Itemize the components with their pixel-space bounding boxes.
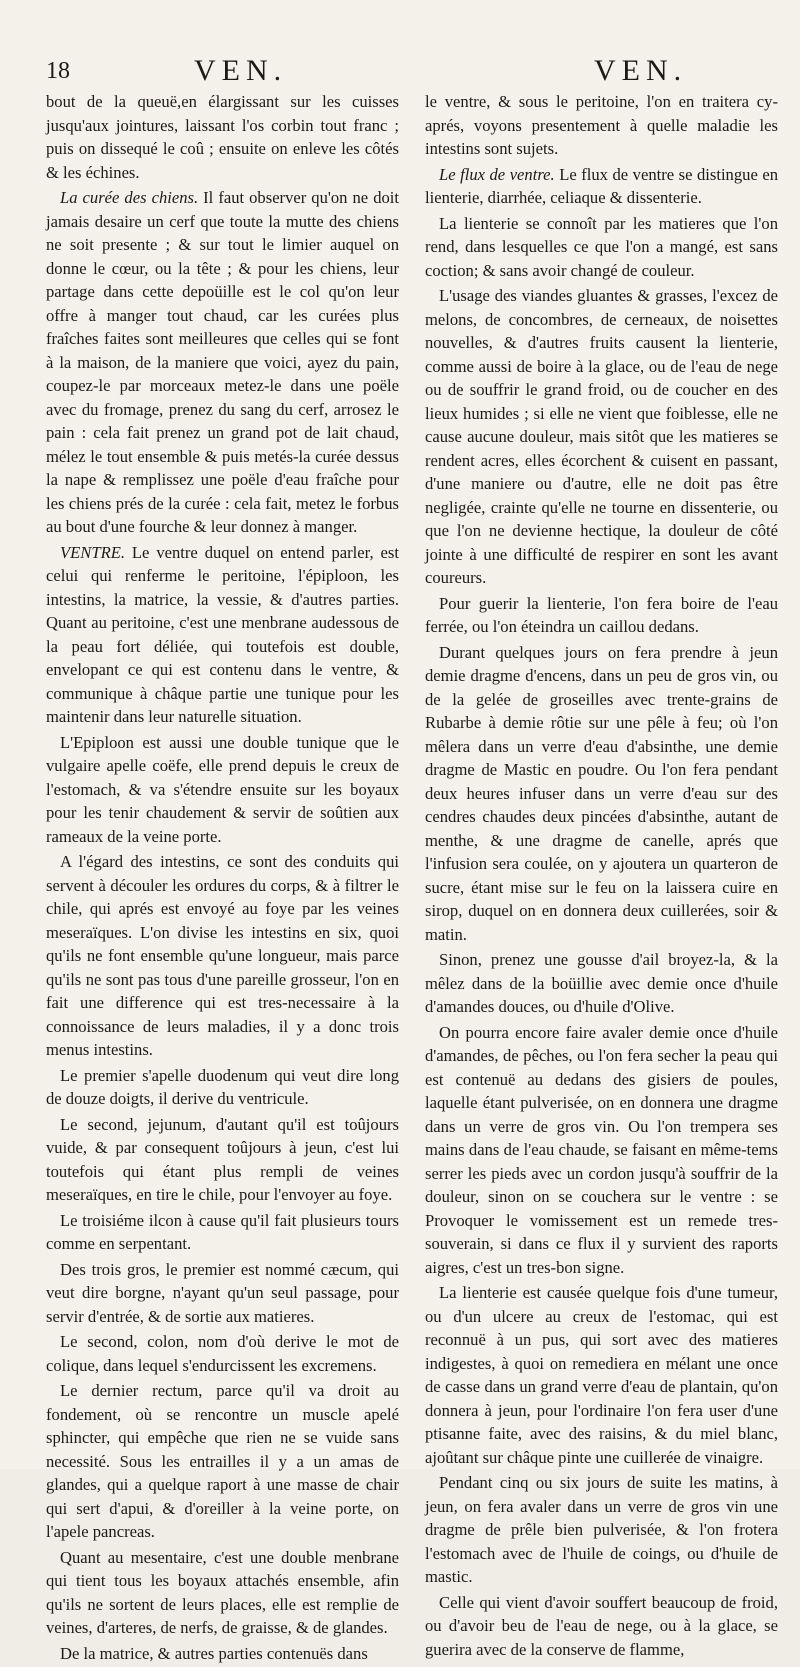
paragraph xyxy=(425,163,778,210)
paragraph-text: Le flux de ventre se distingue en lienterie, diarrhée, celiaque & dissenterie. xyxy=(425,164,778,207)
paragraph-text: La lienterie se connoît par les matieres que l'on rend, dans lesquelles ce que l'on a mangé, est sans coction; & sans avoir changé de couleur. xyxy=(425,213,778,280)
paragraph xyxy=(425,1591,778,1662)
paragraph xyxy=(425,641,778,947)
paragraph-text: bout de la queuë,en élargissant sur les cuisses jusqu'aux jointures, laissant l'os corbin tout franc ; puis on dissequé le coû ; ensuite on enleve les côtés & les échines. xyxy=(46,92,399,182)
paragraph-text: Sinon, prenez une gousse d'ail broyez-la, & la mêlez dans de la boüillie avec demie once d'huile d'amandes douces, ou d'huile d'Olive. xyxy=(425,950,778,1016)
page-header xyxy=(46,54,772,94)
left-column xyxy=(46,90,399,1667)
paragraph-text: Le troisiéme ilcon à cause qu'il fait plusieurs tours comme en serpentant. xyxy=(46,1210,399,1253)
running-head-right: VEN. xyxy=(594,54,688,87)
paragraph-text: Durant quelques jours on fera prendre à jeun demie dragme d'encens, dans un peu de gros vin, ou de la gelée de groseilles avec trente-grains de Rubarbe à demie rôtie sur une pêle à feu; où l'on mêlera dans un verre d'eau d'absinthe, une demie dragme de Mastic en poudre. Ou l'on fera pendant deux heures infuser dans un verre d'eau sur des cendres chaudes deux pincées d'absinthe, autant de menthe, & une dragme de canelle, aprés que l'infusion sera coulée, on y ajoutera un quarteron de sucre, étant mise sur le feu on la laissera cuire en sirop, duquel on en donnera deux cuillerées, soir & matin. xyxy=(425,642,778,944)
running-head-left: VEN. xyxy=(194,54,288,87)
paragraph-text: Pour guerir la lienterie, l'on fera boire de l'eau ferrée, ou l'on éteindra un caillou dedans. xyxy=(425,593,778,636)
paragraph-lead: La curée des chiens. xyxy=(60,188,199,207)
paragraph-text: L'usage des viandes gluantes & grasses, l'excez de melons, de concombres, de cerneaux, de noisettes nouvelles, & d'autres fruits causent la lienterie, comme aussi de boire à la glace, ou de l'eau de nege ou de souffrir le grand froid, ou de coucher en des lieux humides ; si elle ne vient que foiblesse, elle ne cause aucune douleur, mais sitôt que les matieres se rendent acres, elles écorchent & cuisent en passant, d'une maniere ou d'autre, elle ne doit pas être negligée, crainte qu'elle ne tourne en dissenterie, ou que l'on ne devienne hectique, la douleur de côté jointe à une difficulté de respirer en sont les avant coureurs. xyxy=(425,286,778,587)
text-columns xyxy=(46,90,778,1667)
paragraph xyxy=(46,1330,399,1377)
paragraph xyxy=(425,1021,778,1280)
paragraph-text: Le ventre duquel on entend parler, est celui qui renferme le peritoine, l'épiploon, les intestins, la matrice, la vessie, & d'autres parties. Quant au peritoine, c'est une menbrane audessous de la peau fort déliée, qui toutefois est double, envelopant ce qui est contenu dans le ventre, & communique à châque partie une tunique pour les maintenir dans leur naturelle situation. xyxy=(46,542,399,726)
paragraph xyxy=(425,90,778,161)
paragraph-text: Pendant cinq ou six jours de suite les matins, à jeun, on fera avaler dans un verre de gros vin une dragme de prêle bien pulverisée, & l'on frotera l'estomach avec de l'huile de coings, ou d'huile de mastic. xyxy=(425,1473,778,1586)
paragraph xyxy=(46,1379,399,1544)
page-number: 18 xyxy=(46,58,70,84)
paragraph-text: Il faut observer qu'on ne doit jamais desaire un cerf que toute la mutte des chiens ne soit presente ; & sur tout le limier auquel on donne le cœur, ou la tête ; & pour les chiens, leur partage dans cette depoüille est le col qu'on leur offre à manger tout chaud, car les curées plus fraîches faites sont meilleures que celles qui se font à la maison, de la maniere que voici, ayez du pain, coupez-le par morceaux metez-le dans une poële avec du fromage, prenez du sang du cerf, arrosez le pain : cela fait prenez un grand pot de lait chaud, mélez le tout ensemble & puis metés-la curée dessus la nape & remplissez une poële d'eau fraîche pour les chiens prés de la curée : cela fait, metez le forbus au bout d'une fourche & leur donnez à manger. xyxy=(46,188,400,536)
paragraph xyxy=(425,592,778,639)
paragraph-text: Le premier s'apelle duodenum qui veut dire long de douze doigts, il derive du ventricule. xyxy=(46,1065,399,1108)
paragraph xyxy=(46,1064,399,1111)
paragraph xyxy=(46,1113,399,1207)
paragraph-text: L'Epiploon est aussi une double tunique que le vulgaire apelle coëfe, elle prend depuis le creux de l'estomach, & va s'étendre ensuite sur les boyaux pour les tenir chaudement & servir de soûtien aux rameaux de la veine porte. xyxy=(46,732,399,846)
paragraph-text: La lienterie est causée quelque fois d'une tumeur, ou d'un ulcere au creux de l'estomac, qui est reconnuë à un pus, qui sort avec des matieres indigestes, à quoi on remediera en mélant une once de casse dans un grand verre d'eau de plantain, qu'on donnera à jeun, pour l'ordinaire l'on fera user d'une ptisanne faite, avec des raisins, & du miel blanc, ajoûtant sur châque pinte une cuillerée de vinaigre. xyxy=(425,1283,778,1467)
paragraph-text: Des trois gros, le premier est nommé cæcum, qui veut dire borgne, n'ayant qu'un seul passage, pour servir d'entrée, & de sortie aux matieres. xyxy=(46,1259,399,1326)
paragraph xyxy=(46,1642,399,1666)
paragraph xyxy=(46,1258,399,1329)
paragraph-text: On pourra encore faire avaler demie once d'huile d'amandes, de pêches, ou l'on fera secher la peau qui est contenuë au dedans des gisiers de poules, laquelle étant pulverisée, on en donnera une dragme dans un verre de gros vin. Ou l'on trempera ses mains dans de l'eau chaude, se faisant en même-tems serrer les pieds avec un cordon jusqu'à souffrir de la douleur, sinon on se couchera sur le ventre : se Provoquer le vomissement est un remede tres-souverain, si dans ce flux il y survient des raports aigres, c'est un tres-bon signe. xyxy=(425,1022,778,1277)
paragraph xyxy=(425,1281,778,1469)
paragraph xyxy=(46,90,399,184)
paragraph xyxy=(425,948,778,1019)
right-column xyxy=(425,90,778,1667)
paragraph-lead: VENTRE. xyxy=(60,542,125,562)
paragraph xyxy=(46,1546,399,1640)
paragraph-text: Quant au mesentaire, c'est une double menbrane qui tient tous les boyaux attachés ensemble, afin qu'ils ne sortent de leurs places, elle est remplie de veines, d'arteres, de nerfs, de graisse, & de glandes. xyxy=(46,1547,399,1637)
paragraph-text: le ventre, & sous le peritoine, l'on en traitera cy-aprés, voyons presentement à quelle maladie les intestins sont sujets. xyxy=(425,92,778,158)
paragraph xyxy=(46,850,399,1062)
paragraph xyxy=(46,541,399,729)
paragraph-text: Le second, jejunum, d'autant qu'il est toûjours vuide, & par consequent toûjours à jeun, c'est lui toutefois qui étant plus rempli de veines meseraïques, en tire le chile, pour l'envoyer au foye. xyxy=(46,1114,399,1204)
paragraph-lead: Le flux de ventre. xyxy=(439,164,555,184)
paragraph xyxy=(46,1209,399,1256)
paragraph-text: Le dernier rectum, parce qu'il va droit au fondement, où se rencontre un muscle apelé sphincter, qui empêche que rien ne se vuide sans necessité. Sous les entrailles il y a un amas de glandes, qui a quelque raport à une masse de chair qui sert d'apui, & d'oreiller à la veine porte, on l'apele pancreas. xyxy=(46,1381,399,1541)
paragraph xyxy=(425,1471,778,1589)
paragraph-text: Le second, colon, nom d'où derive le mot de colique, dans lequel s'endurcissent les excremens. xyxy=(46,1332,399,1375)
paragraph xyxy=(46,186,399,539)
paragraph xyxy=(425,212,778,283)
paragraph-text: A l'égard des intestins, ce sont des conduits qui servent à découler les ordures du corps, & à filtrer le chile, qui aprés est envoyé au foye par les veines meseraïques. L'on divise les intestins en six, quoi qu'ils ne font ensemble qu'une longueur, mais parce qu'ils ne sont pas tous d'une pareille grosseur, l'on en fait une difference qui est tres-necessaire à la connoissance de leurs maladies, il y a donc trois menus intestins. xyxy=(46,852,399,1059)
paragraph xyxy=(425,284,778,590)
paragraph xyxy=(46,731,399,849)
paragraph-text: Celle qui vient d'avoir souffert beaucoup de froid, ou d'avoir beu de l'eau de nege, ou à la glace, se guerira avec de la conserve de flamme, xyxy=(425,1592,778,1659)
paragraph-text: De la matrice, & autres parties contenuës dans xyxy=(60,1643,368,1663)
